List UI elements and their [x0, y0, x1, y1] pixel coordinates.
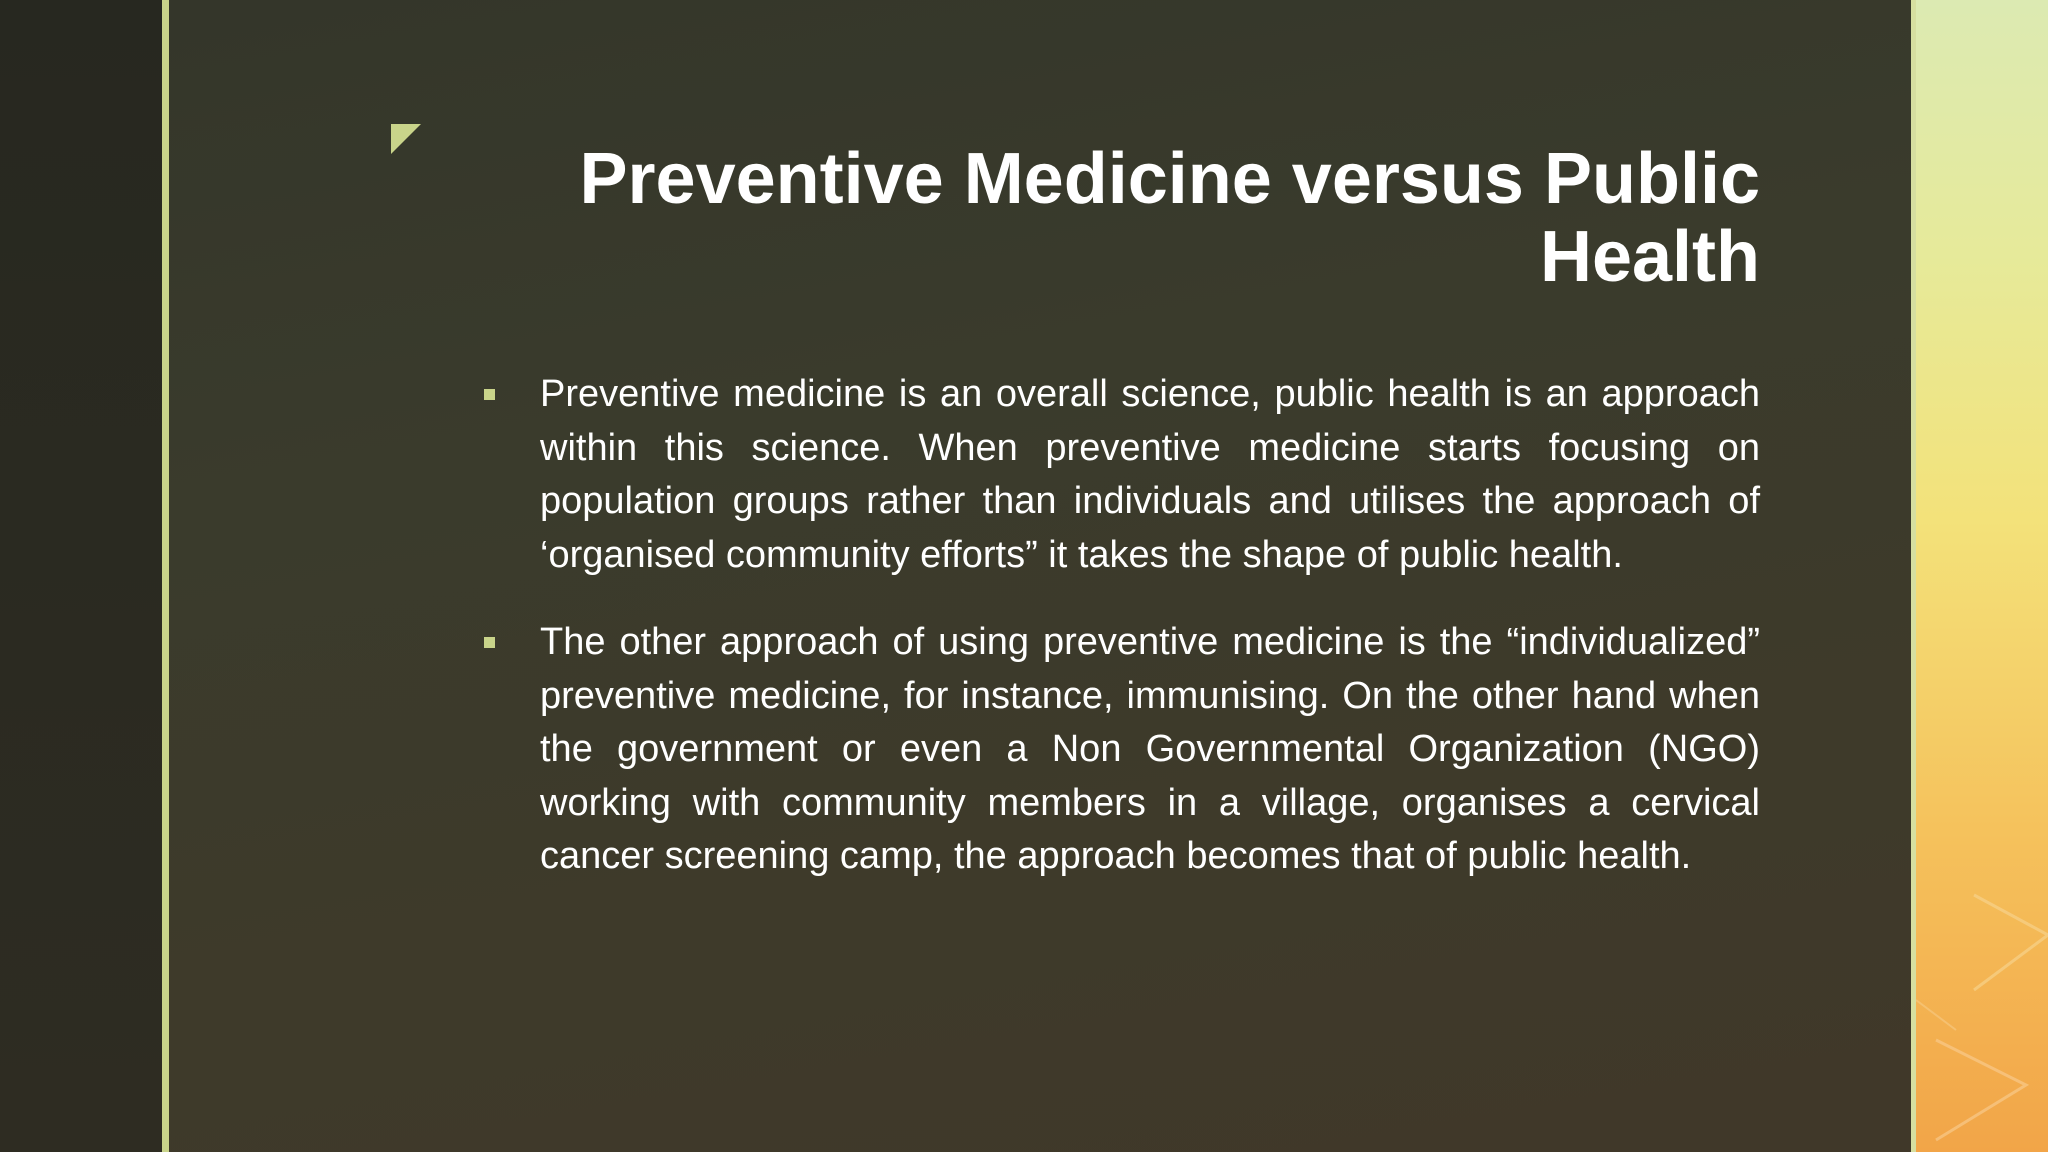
bullet-list: [470, 368, 1760, 918]
slide-title: Preventive Medicine versus Public Health: [579, 139, 1760, 297]
bullet-text: Preventive medicine is an overall science, public health is an approach within this science. When preventive medicine starts focusing on population groups rather than individuals and utilises the approach of ‘organised community efforts” it takes the shape of public health.: [540, 373, 1760, 576]
right-gradient-band: [1916, 0, 2048, 1152]
list-item: [470, 368, 1760, 582]
bullet-text: The other approach of using preventive medicine is the “individualized” preventive medicine, for instance, immunising. On the other hand when the government or even a Non Governmental Organization (NGO) working with community members in a village, organises a cervical cancer screening camp, the approach becomes that of public health.: [540, 621, 1760, 877]
left-accent-rule: [162, 0, 169, 1152]
list-item: [470, 616, 1760, 884]
chevron-pattern-icon: [1916, 0, 2048, 1152]
square-bullet-icon: [484, 389, 495, 400]
triangle-corner-icon: [391, 124, 421, 154]
square-bullet-icon: [484, 637, 495, 648]
left-band: [0, 0, 162, 1152]
